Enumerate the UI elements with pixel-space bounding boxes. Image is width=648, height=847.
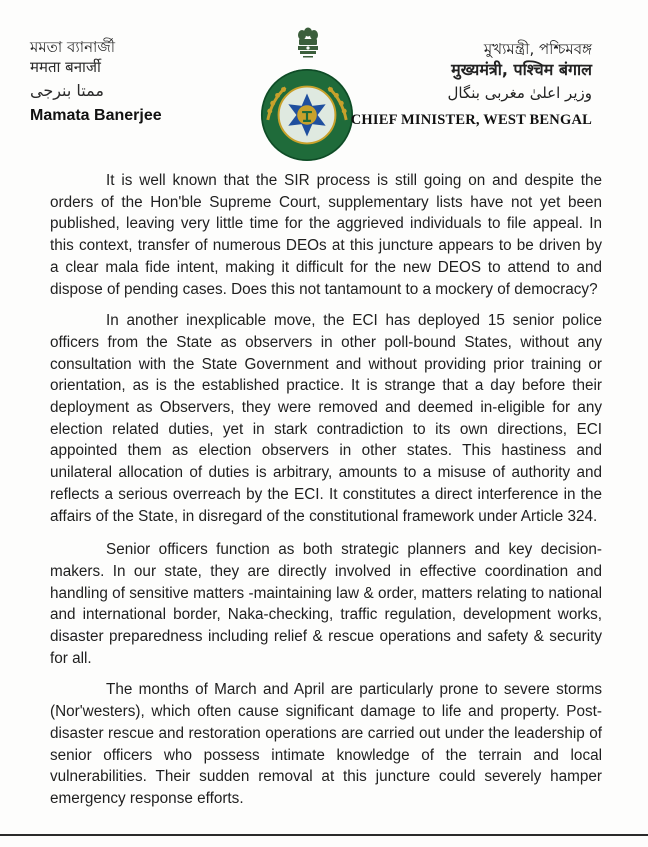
paragraph-norwesters: The months of March and April are particularly prone to severe storms (Nor'westers), which often cause significant damage to life and property. Post-disaster rescue and restoration operations are carried out under the leadership of senior officers who possess intimate knowledge of the terrain and local vulnerabilities. Their sudden removal at this juncture could severely hamper emergency response efforts. (50, 681, 602, 807)
title-urdu: وزیر اعلیٰ مغربی بنگال (447, 84, 592, 102)
name-bengali: মমতা ব্যানার্জী (30, 38, 116, 56)
name-hindi: ममता बनार्जी (30, 58, 101, 76)
paragraph-sir-process: It is well known that the SIR process is still going on and despite the orders of the Hon'ble Supreme Court, supplementary lists have not yet been published, leaving very little time for the aggrieved individuals to file appeal. In this context, transfer of numerous DEOs at this juncture appears to be driven by a clear mala fide intent, making it difficult for the new DEOS to attend to and dispose of pending cases. Does this not tantamount to a mockery of democracy? (50, 172, 602, 298)
letter-body (50, 170, 602, 820)
name-english: Mamata Banerjee (30, 107, 162, 124)
paragraph-police-observers: In another inexplicable move, the ECI has deployed 15 senior police officers from the State as observers in other poll-bound States, without any consultation with the State Government and without providing prior training or orientation, as is the established practice. It is strange that a day before their deployment as Observers, they were removed and deemed in-eligible for any election related duties, yet in stark contradiction to its own directions, ECI appointed them as election observers in other states. This hastiness and unilateral allocation of duties is arbitrary, amounts to a misuse of authority and reflects a serious overreach by the ECI. It constitutes a direct interference in the affairs of the State, in disregard of the constitutional framework under Article 324. (50, 312, 602, 525)
footer-divider (0, 834, 648, 836)
title-bengali: মুখ্যমন্ত্রী, পশ্চিমবঙ্গ (483, 40, 592, 58)
letterhead-left (30, 38, 240, 126)
name-urdu: ممتا بنرجی (30, 81, 104, 100)
national-emblem-icon (294, 25, 322, 67)
letterhead-right (332, 40, 592, 130)
title-hindi: मुख्यमंत्री, पश्चिम बंगाल (451, 60, 592, 79)
title-english: CHIEF MINISTER, WEST BENGAL (350, 112, 592, 128)
paragraph-senior-officers: Senior officers function as both strategic planners and key decision-makers. In our state, they are directly involved in effective coordination and handling of sensitive matters -maintaining law & order, matters relating to national and international border, Naka-checking, traffic regulation, development works, disaster preparedness including relief & rescue operations and safety & security for all. (50, 541, 602, 667)
